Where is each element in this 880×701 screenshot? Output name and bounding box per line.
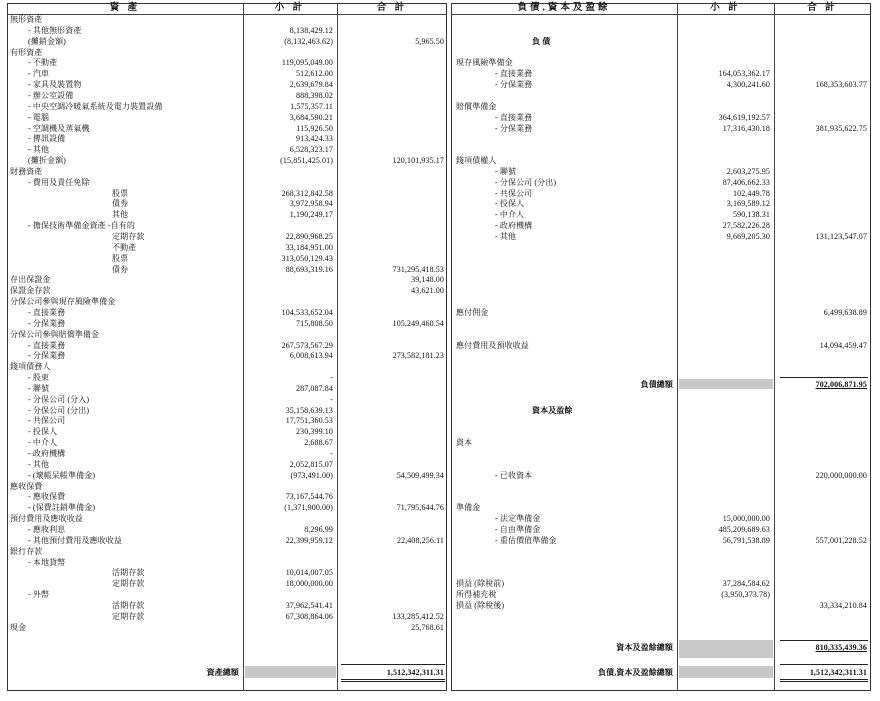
section-label: 財務資產 [10,166,43,176]
assets-total-shade [245,666,336,678]
subtotal-value: 104,533,652.04 [281,307,333,317]
item-label: 股票 [112,188,129,198]
subtotal-value: 27,582,226.28 [722,221,770,231]
subtotal-value: 35,158,639.13 [285,405,333,415]
item-label: - 分保業務 [28,351,66,361]
section-label: 錢項債務人 [10,362,51,372]
item-label: - 空調機及蒸氣機 [28,123,90,133]
item-label: - 投保人 [495,199,525,209]
item-label: - 其他 [28,459,50,469]
subtotal-value: 4,300,241.60 [726,80,770,90]
section-label: 有形資產 [10,47,43,57]
subtotal-value: 73,167,544.76 [285,492,333,502]
item-label: - 共保公司 [495,188,533,198]
total-value: 6,499,638.89 [823,307,867,317]
item-label: - 擔保技術準備金資產 -自有的 [28,221,135,231]
total-value: 168,353,603.77 [815,80,867,90]
cap-total-label: 資本及盈餘總額 [616,643,673,652]
item-label: - 其他無形資產 [28,25,82,35]
item-label: - 政府機構 [495,221,533,231]
header-liabilities: 負債,資本及盈餘 [517,3,611,13]
item-label: - 中介人 [495,210,525,220]
item-label: - 應收利息 [28,524,66,534]
subtotal-value: - [330,394,333,404]
total-value: 43,621.00 [411,286,444,296]
subtotal-value: (1,371,900.00) [284,503,333,513]
assets-total-double-rule [341,679,445,680]
subtotal-value: 2,052,815.07 [289,459,333,469]
section-label: 銀行存款 [10,546,43,556]
item-label: - 已收資本 [495,470,533,480]
assets-total-value: 1,512,342,311.31 [386,668,444,677]
section-label: 賠償準備金 [456,101,497,111]
total-value: 131,123,547.07 [815,232,867,241]
section-label: 分保公司參與現存風險準備金 [10,297,116,307]
assets-total-rule [341,664,445,665]
grand-total-shade [679,666,773,678]
section-label: 損益 (除稅前) [456,579,505,589]
total-value: 381,935,622.75 [815,123,867,133]
item-label: - 中介人 [28,438,58,448]
cap-total-value: 810,335,439.36 [815,643,867,652]
subtotal-value: - [330,449,333,458]
subtotal-value: 313,050,129.43 [281,253,333,263]
item-label: - 外幣 [28,590,50,600]
subtotal-value: 33,184,951.00 [285,242,333,252]
item-label: - 電腦 [28,112,50,122]
subtotal-value: 22,890,968.25 [285,232,333,241]
grand-total-rule [780,664,868,665]
total-value: 273,582,181.23 [392,351,444,361]
header-assets: 資 產 [109,3,141,13]
subtotal-value: 37,962,541.41 [285,600,333,610]
section-label: 保證金存款 [10,286,51,296]
grand-total-label: 負債,資本及盈餘總額 [598,668,673,677]
item-label: 定期存款 [112,611,145,621]
item-label: - 聯號 [495,166,517,176]
total-value: 133,285,412.52 [392,611,444,621]
grand-total-double-rule [780,679,868,680]
section-label: 現金 [10,622,27,632]
header-rule [451,14,871,15]
item-label: - 汽車 [28,69,50,79]
subtotal-value: 15,000,000.00 [722,514,770,524]
total-value: 25,768.61 [411,622,444,632]
total-value: 33,334,210.84 [819,600,867,610]
assets-total-label: 資產總額 [206,668,239,677]
item-label: - 政府機構 [28,449,66,458]
item-label: 不動產 [112,242,137,252]
item-label: - 分保業務 [495,80,533,90]
subtotal-value: 715,808.50 [296,318,333,328]
item-label: 債券 [112,264,129,274]
section-label: 現存風險準備金 [456,58,513,68]
subtotal-value: 2,603,275.95 [726,166,770,176]
subtotal-value: 10,014,007.05 [285,568,333,578]
item-label: - 傳訊設備 [28,134,66,144]
subtotal-value: (8,132,463.62) [284,36,333,46]
item-label: - 投保人 [28,427,58,437]
item-label: - 聯號 [28,383,50,393]
subtotal-value: 102,449.78 [733,188,770,198]
subtotal-value: 67,308,864.06 [285,611,333,621]
item-label: 債券 [112,199,129,209]
item-label: - 直接業務 [28,307,66,317]
total-value: 5,965.50 [415,36,444,46]
total-value: 39,148.00 [411,275,444,285]
subtotal-value: 164,053,362.17 [718,69,770,79]
item-label: - (壞帳呆帳準備金) [28,470,96,480]
item-label: - 分保公司 (分入) [28,394,90,404]
subtotal-value: 17,316,430.18 [722,123,770,133]
subtotal-value: 115,926.50 [296,123,333,133]
subtotal-value: 512,612.00 [296,69,333,79]
subtotal-value: 3,972,958.94 [289,199,333,209]
subtotal-value: 3,684,590.21 [289,112,333,122]
subtotal-value: 485,209,689.63 [718,524,770,534]
total-value: 22,408,256.11 [396,535,444,545]
subtotal-value: 8,138,429.12 [289,25,333,35]
grand-total-double-rule [780,681,868,682]
total-value: 557,001,228.52 [815,535,867,545]
section-label: 所得補充稅 [456,590,497,600]
total-value: 54,509,499.34 [396,470,444,480]
subtotal-value: - [330,373,333,383]
header-total-right: 合 計 [807,3,838,13]
item-label: - 自由準備金 [495,524,541,534]
subtotal-value: 364,619,192.57 [718,112,770,122]
total-value: 71,795,644.76 [396,503,444,513]
subtotal-value: 17,751,360.53 [285,416,333,426]
cap-total-rule [780,640,868,641]
item-label: - 直接業務 [495,69,533,79]
subtotal-value: (973,491.00) [290,470,333,480]
subtotal-value: 1,575,357.11 [290,101,333,111]
subtotal-value: 287,087.84 [296,383,333,393]
item-label: 定期存款 [112,579,145,589]
subtotal-value: (15,851,425.01) [280,156,333,166]
section-label: 分保公司參與賠償準備金 [10,329,100,339]
section-label: 準備金 [456,503,481,513]
subtotal-value: 268,312,842.58 [281,188,333,198]
subtotal-value: 8,296.99 [304,524,333,534]
col-divider [243,3,244,691]
item-label: 定期存款 [112,232,145,241]
subtotal-value: 3,169,589.12 [726,199,770,209]
total-value: 220,000,000.00 [815,470,867,480]
subtotal-value: 22,399,959.12 [285,535,333,545]
section-label: 應付佣金 [456,307,489,317]
subtotal-value: 6,528,323.17 [289,145,333,155]
liab-total-shade [679,379,773,389]
total-value: 105,249,460.54 [392,318,444,328]
item-label: - 不動產 [28,58,58,68]
header-subtotal-left: 小 計 [274,3,306,13]
col-divider [677,3,678,691]
section-label: 存出保證金 [10,275,51,285]
item-label: - (保費註銷準備金) [28,503,96,513]
total-value: 731,295,418.53 [392,264,444,274]
subtotal-value: 9,669,205.30 [726,232,770,241]
subtotal-value: 87,406,662.33 [722,177,770,187]
section-label: 錢項債權人 [456,156,497,166]
subtotal-value: 2,688.67 [304,438,333,448]
col-divider [774,3,775,691]
subtotal-value: 267,573,567.29 [281,340,333,350]
subtotal-value: 88,693,319.16 [285,264,333,274]
item-label: - 其他 [28,145,50,155]
section-label: 應收保費 [10,481,43,491]
section-heading: 負 債 [532,36,551,46]
subtotal-value: 2,639,679.84 [289,80,333,90]
item-label: - 應收保費 [28,492,66,502]
liab-total-value: 702,006,871.95 [815,380,867,389]
grand-total-value: 1,512,342,311.31 [809,668,867,677]
item-label: - 重估價值準備金 [495,535,557,545]
liab-total-label: 負債總額 [640,380,673,389]
item-label: - 股東 [28,373,50,383]
item-label: - 直接業務 [28,340,66,350]
subtotal-value: 590,138.31 [733,210,770,220]
item-label: - 分保公司 (分出) [495,177,557,187]
subtotal-value: 230,399.10 [296,427,333,437]
col-divider [337,3,338,691]
subtotal-value: 56,791,538.89 [722,535,770,545]
item-label: - 辦公室設備 [28,90,74,100]
section-label: 應付費用及預收收益 [456,340,529,350]
item-label: (攤折金額) [28,156,66,166]
item-label: - 分保業務 [28,318,66,328]
item-label: - 法定準備金 [495,514,541,524]
item-label: - 分保業務 [495,123,533,133]
subtotal-value: 6,008,613.94 [289,351,333,361]
subtotal-value: 37,284,584.62 [722,579,770,589]
header-rule [7,14,447,15]
item-label: - 分保公司 (分出) [28,405,90,415]
item-label: - 直接業務 [495,112,533,122]
item-label: - 費用及責任免除 [28,177,90,187]
liab-total-rule [780,377,868,378]
header-total-left: 合 計 [376,3,408,13]
item-label: 股票 [112,253,129,263]
item-label: 活期存款 [112,600,145,610]
section-label: 預付費用及應收收益 [10,514,83,524]
section-label: 無形資產 [10,15,43,24]
header-subtotal-right: 小 計 [710,3,741,13]
item-label: - 其他預付費用及應收收益 [28,535,122,545]
section-label: 資本 [456,438,473,448]
subtotal-value: 888,398.02 [296,90,333,100]
cap-total-shade [679,640,773,658]
section-label: 損益 (除稅後) [456,600,505,610]
item-label: - 其他 [495,232,517,241]
subtotal-value: 1,190,249.17 [289,210,333,220]
section-heading: 資本及盈餘 [532,405,573,415]
item-label: 活期存款 [112,568,145,578]
item-label: - 共保公司 [28,416,66,426]
item-label: (攤銷金額) [28,36,66,46]
item-label: - 本地貨幣 [28,557,66,567]
subtotal-value: 119,095,049.00 [281,58,333,68]
subtotal-value: 913,424.33 [296,134,333,144]
total-value: 120,101,935.17 [392,156,444,166]
item-label: 其他 [112,210,129,220]
item-label: - 家具及裝置物 [28,80,82,90]
assets-total-double-rule [341,681,445,682]
total-value: 14,094,459.47 [819,340,867,350]
subtotal-value: (3,950,373.78) [721,590,770,600]
item-label: - 中央空調冷暖氣系統及電力裝置設備 [28,101,163,111]
subtotal-value: 18,000,000.00 [285,579,333,589]
